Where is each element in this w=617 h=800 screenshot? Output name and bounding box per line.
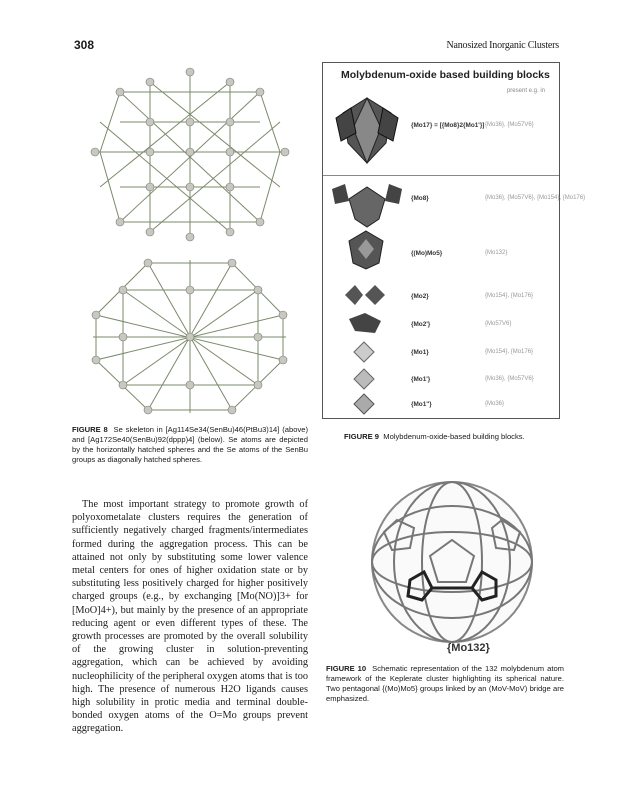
figure8-bottom-cluster-image [88,255,292,415]
figure10-caption-text: Schematic representation of the 132 molybdenum atom framework of the Keplerate cluster highlighting its spherical nature. Two pentagonal {(Mo)Mo5} groups linked by an (MoV-MoV) bridge are emphasized. [326,664,564,703]
figure8-top-cluster-image [90,62,290,242]
figure9-present-header: present e.g. in [506,88,545,94]
row-label: {Mo1"} [411,401,432,408]
figure9-row [323,317,559,337]
row-label: {Mo2} [411,293,429,300]
figure8-caption [72,425,308,465]
figure9-label: FIGURE 9 [344,432,380,441]
body-paragraph [72,498,308,736]
row-label: {Mo1} [411,349,429,356]
figure8-caption-text: Se skeleton in [Ag114Se34(SenBu)46(PtBu3)14] (above) and [Ag172Se40(SenBu)92(dppp)4] (below). Se atoms are depicted by the horizontally hatched spheres and the Se atoms of the SenBu groups as diagonally hatched spheres. [72,425,308,464]
row-present: {Mo154}, {Mo176} [485,349,534,355]
figure8-label: FIGURE 8 [72,425,108,434]
row-label: {Mo17} = [{Mo8}2{Mo1'}] [411,122,485,129]
row-label: {Mo2'} [411,321,431,328]
figure9-row [323,372,559,392]
figure9-row [323,397,559,417]
row-present: {Mo36} [485,401,505,407]
figure9-row [323,345,559,365]
figure9-panel [322,62,586,419]
figure9-caption-text: Molybdenum-oxide-based building blocks. [383,432,525,441]
figure9-caption [344,432,564,442]
row-label: {Mo8} [411,195,429,202]
figure10-caption [326,664,564,704]
row-present: {Mo57V6} [485,321,512,327]
figure9-row [323,118,559,138]
row-present: {Mo36}, {Mo57V6} [485,122,534,128]
row-present: {Mo36}, {Mo57V6} [485,376,534,382]
row-label: {Mo1'} [411,376,431,383]
page-number: 308 [74,38,95,52]
figure9-panel-title: Molybdenum-oxide based building blocks [341,69,550,81]
body-paragraph-text: The most important strategy to promote growth of polyoxometalate clusters requires the generation of sufficiently negatively charged fragments/intermediates formed during the aggregation process. This can be attained not only by substituting some lower valence metal centers for ones of higher oxidation state or by substituting less positively charged for higher positively charged groups (e.g., by exchanging [Mo(NO)]3+ for [MoO]4+), but mainly by the presence of an appropriate reducing agent or even different types of these. The growth processes are promoted by the overall solubility of the growing cluster in solution-preventing aggregation, which can be achieved by avoiding nucleophilicity of the peripheral oxygen atoms that is too high. The presence of numerous H2O ligands causes high solubility in protic media and terminal double-bonded oxygen atoms of the O=Mo groups prevent aggregation. [72,499,308,735]
row-present: {Mo154}, {Mo176} [485,293,534,299]
figure10-keplerate-image [352,480,552,650]
figure10-image-label: {Mo132} [447,642,490,654]
row-label: {(Mo)Mo5} [411,250,443,257]
row-present: {Mo36}, {Mo57V6}, {Mo154}, {Mo176} [485,195,586,201]
figure9-row [323,289,559,309]
panel-divider [323,175,559,176]
figure10-label: FIGURE 10 [326,664,367,673]
running-head: Nanosized Inorganic Clusters [446,40,559,51]
figure9-row [323,246,559,266]
row-present: {Mo132} [485,250,508,256]
figure9-row [323,191,586,211]
